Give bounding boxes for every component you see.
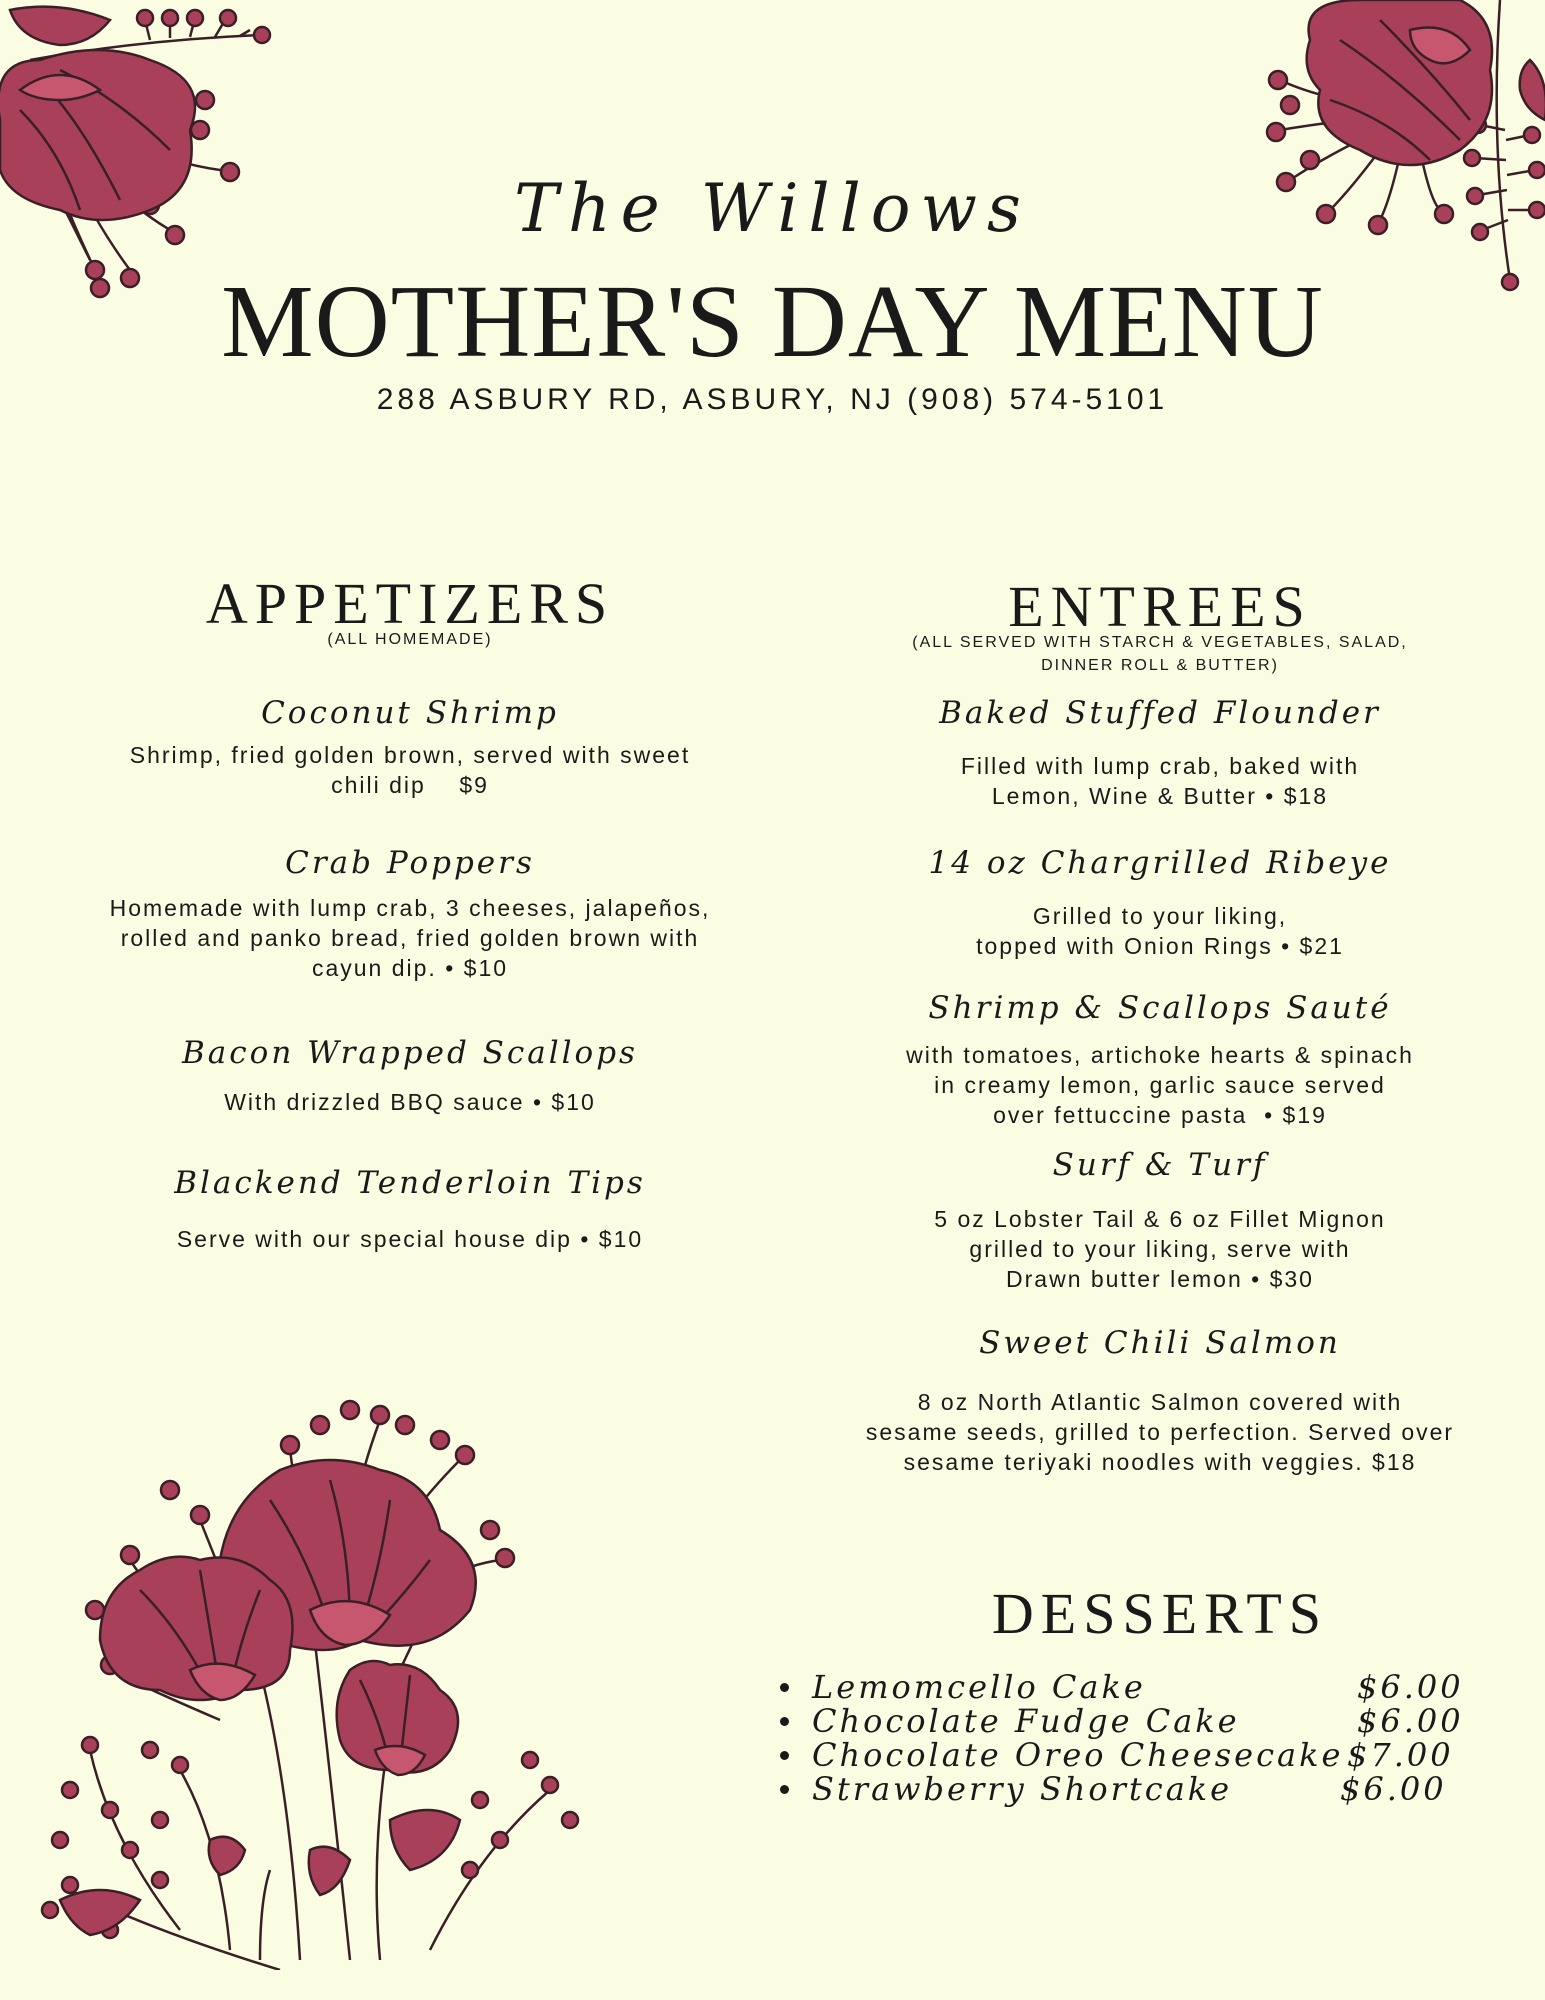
description-line: rolled and panko bread, fried golden brown with bbox=[120, 925, 700, 951]
dessert-name: Strawberry Shortcake bbox=[812, 1770, 1233, 1808]
note-line: DINNER ROLL & BUTTER) bbox=[1041, 657, 1279, 674]
menu-item-description bbox=[800, 1040, 1520, 1130]
bullet-icon bbox=[780, 1717, 789, 1726]
description-line: cayun dip. • $10 bbox=[311, 955, 509, 981]
menu-item-description bbox=[800, 901, 1520, 961]
dessert-item bbox=[812, 1772, 1492, 1806]
description-line: With drizzled BBQ sauce • $10 bbox=[224, 1089, 596, 1115]
top-right-flower-illustration bbox=[1260, 0, 1545, 300]
menu-item-name: Crab Poppers bbox=[285, 845, 535, 881]
menu-item-description bbox=[40, 893, 780, 983]
dessert-item bbox=[812, 1738, 1492, 1772]
entrees-note bbox=[800, 631, 1520, 677]
entrees-heading: ENTREES bbox=[1008, 574, 1312, 639]
bullet-icon bbox=[780, 1751, 789, 1760]
restaurant-address: 288 ASBURY RD, ASBURY, NJ (908) 574-5101 bbox=[376, 383, 1169, 416]
dessert-item bbox=[812, 1670, 1492, 1704]
dessert-price: $6.00 bbox=[1357, 1702, 1464, 1740]
menu-item-name: Surf & Turf bbox=[1052, 1147, 1268, 1183]
menu-item-description bbox=[800, 1387, 1520, 1477]
top-left-flower-illustration bbox=[0, 0, 290, 300]
dessert-item bbox=[812, 1704, 1492, 1738]
menu-item-name: Coconut Shrimp bbox=[261, 695, 559, 731]
description-line: topped with Onion Rings • $21 bbox=[976, 933, 1344, 959]
description-line: 8 oz North Atlantic Salmon covered with bbox=[917, 1389, 1403, 1415]
description-line: Serve with our special house dip • $10 bbox=[176, 1226, 644, 1252]
menu-item-name: Blackend Tenderloin Tips bbox=[174, 1165, 646, 1201]
menu-item-name: Baked Stuffed Flounder bbox=[939, 695, 1381, 731]
description-line: with tomatoes, artichoke hearts & spinach bbox=[906, 1042, 1414, 1068]
bottom-left-flower-illustration bbox=[30, 1370, 600, 1970]
dessert-price: $6.00 bbox=[1340, 1770, 1447, 1808]
menu-item-description bbox=[40, 1224, 780, 1254]
appetizers-note: (ALL HOMEMADE) bbox=[327, 631, 493, 648]
menu-item-name: Sweet Chili Salmon bbox=[979, 1325, 1341, 1361]
description-line: grilled to your liking, serve with bbox=[969, 1236, 1351, 1262]
menu-item-name: Bacon Wrapped Scallops bbox=[182, 1035, 638, 1071]
description-line: Homemade with lump crab, 3 cheeses, jalapeños, bbox=[109, 895, 711, 921]
dessert-price: $6.00 bbox=[1357, 1668, 1464, 1706]
desserts-heading: DESSERTS bbox=[991, 1581, 1329, 1646]
menu-item-description bbox=[40, 740, 780, 800]
dessert-name: Chocolate Oreo Cheesecake bbox=[812, 1736, 1344, 1774]
description-line: over fettuccine pasta • $19 bbox=[993, 1102, 1327, 1128]
description-line: Shrimp, fried golden brown, served with sweet bbox=[129, 742, 691, 768]
note-line: (ALL SERVED WITH STARCH & VEGETABLES, SALAD, bbox=[912, 634, 1408, 651]
bullet-icon bbox=[780, 1683, 789, 1692]
description-line: sesame seeds, grilled to perfection. Served over bbox=[865, 1419, 1455, 1445]
description-line: Drawn butter lemon • $30 bbox=[1006, 1266, 1314, 1292]
menu-item-description bbox=[800, 751, 1520, 811]
dessert-price: $7.00 bbox=[1347, 1736, 1454, 1774]
menu-item-description bbox=[800, 1204, 1520, 1294]
menu-item-description bbox=[40, 1087, 780, 1117]
menu-item-name: 14 oz Chargrilled Ribeye bbox=[928, 845, 1392, 881]
bullet-icon bbox=[780, 1785, 789, 1794]
description-line: Lemon, Wine & Butter • $18 bbox=[991, 783, 1329, 809]
description-line: 5 oz Lobster Tail & 6 oz Fillet Mignon bbox=[934, 1206, 1386, 1232]
description-line: chili dip $9 bbox=[331, 772, 489, 798]
restaurant-name: The Willows bbox=[514, 170, 1031, 247]
description-line: Filled with lump crab, baked with bbox=[960, 753, 1360, 779]
desserts-list bbox=[812, 1670, 1492, 1806]
menu-item-name: Shrimp & Scallops Sauté bbox=[928, 990, 1392, 1026]
appetizers-heading: APPETIZERS bbox=[205, 571, 615, 636]
menu-title: MOTHER'S DAY MENU bbox=[221, 264, 1324, 379]
description-line: Grilled to your liking, bbox=[1032, 903, 1288, 929]
dessert-name: Lemomcello Cake bbox=[812, 1668, 1146, 1706]
description-line: in creamy lemon, garlic sauce served bbox=[934, 1072, 1386, 1098]
description-line: sesame teriyaki noodles with veggies. $18 bbox=[903, 1449, 1417, 1475]
dessert-name: Chocolate Fudge Cake bbox=[812, 1702, 1240, 1740]
